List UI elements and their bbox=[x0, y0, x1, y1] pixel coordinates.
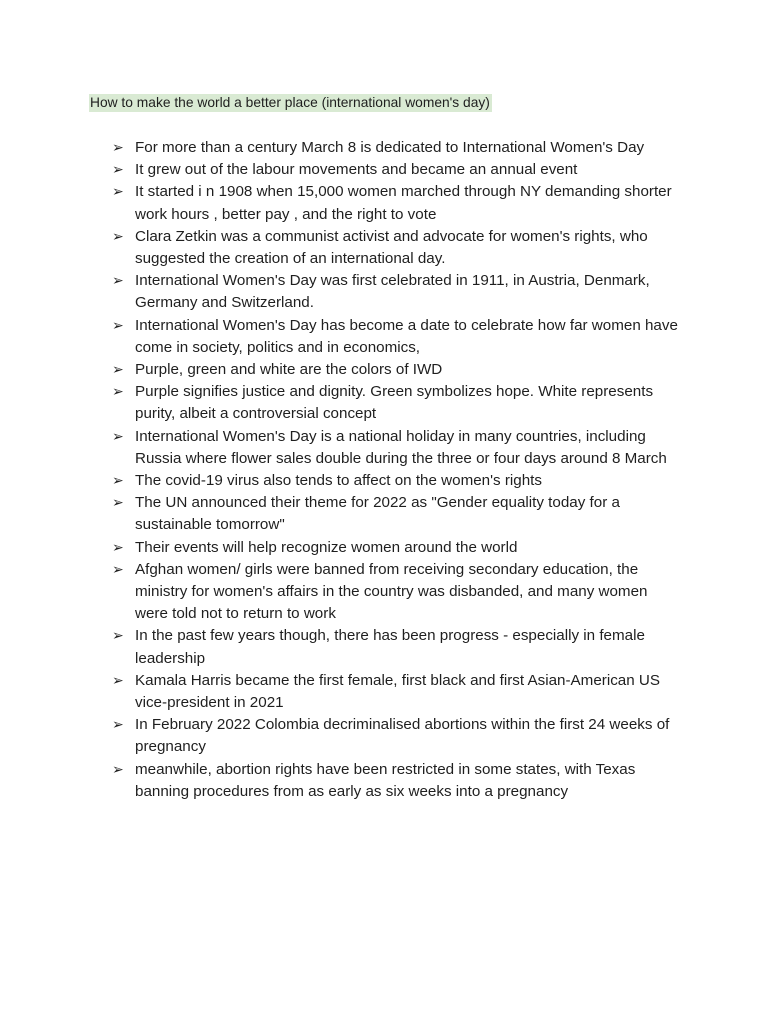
arrow-bullet-icon: ➢ bbox=[112, 561, 124, 578]
list-item bbox=[112, 181, 682, 225]
list-item bbox=[112, 226, 682, 270]
list-item bbox=[112, 159, 682, 181]
list-item-text: It started i n 1908 when 15,000 women marched through NY demanding shorter work hours , better pay , and the right to vote bbox=[135, 183, 672, 223]
arrow-bullet-icon: ➢ bbox=[112, 228, 124, 245]
list-item bbox=[112, 537, 682, 559]
list-item bbox=[112, 492, 682, 536]
list-item-text: International Women's Day has become a date to celebrate how far women have come in society, politics and in economics, bbox=[135, 316, 678, 356]
list-item-text: Their events will help recognize women around the world bbox=[135, 538, 518, 556]
list-item-text: In the past few years though, there has been progress - especially in female leadership bbox=[135, 627, 645, 667]
arrow-bullet-icon: ➢ bbox=[112, 672, 124, 689]
list-item bbox=[112, 270, 682, 314]
list-item-text: The UN announced their theme for 2022 as "Gender equality today for a sustainable tomorrow" bbox=[135, 494, 620, 534]
list-item-text: meanwhile, abortion rights have been restricted in some states, with Texas banning procedures from as early as six weeks into a pregnancy bbox=[135, 760, 636, 800]
list-item-text: Kamala Harris became the first female, first black and first Asian-American US vice-president in 2021 bbox=[135, 671, 660, 712]
list-item bbox=[112, 714, 682, 758]
list-item bbox=[112, 559, 682, 626]
list-item bbox=[112, 315, 682, 359]
arrow-bullet-icon: ➢ bbox=[112, 184, 124, 201]
arrow-bullet-icon: ➢ bbox=[112, 317, 124, 334]
arrow-bullet-icon: ➢ bbox=[112, 140, 124, 156]
arrow-bullet-icon: ➢ bbox=[112, 717, 124, 734]
list-item-text: Afghan women/ girls were banned from receiving secondary education, the ministry for women's affairs in the country was disbanded, and many women were told not to return to work bbox=[135, 560, 648, 623]
arrow-bullet-icon: ➢ bbox=[112, 384, 124, 401]
list-item bbox=[112, 625, 682, 669]
list-item-text: The covid-19 virus also tends to affect on the women's rights bbox=[135, 472, 542, 490]
arrow-bullet-icon: ➢ bbox=[112, 362, 124, 379]
list-item bbox=[112, 381, 682, 425]
arrow-bullet-icon: ➢ bbox=[112, 628, 124, 645]
list-item-text: Purple, green and white are the colors of IWD bbox=[135, 361, 443, 379]
arrow-bullet-icon: ➢ bbox=[112, 539, 124, 556]
list-item bbox=[112, 759, 682, 803]
list-item bbox=[112, 470, 682, 492]
list-item bbox=[112, 359, 682, 381]
arrow-bullet-icon: ➢ bbox=[112, 273, 124, 290]
arrow-bullet-icon: ➢ bbox=[112, 495, 124, 512]
list-item-text: For more than a century March 8 is dedicated to International Women's Day bbox=[135, 139, 645, 156]
list-item-text: It grew out of the labour movements and became an annual event bbox=[135, 161, 578, 179]
document-title: How to make the world a better place (international women's day) bbox=[90, 95, 490, 110]
list-item-text: In February 2022 Colombia decriminalised abortions within the first 24 weeks of pregnancy bbox=[135, 716, 670, 756]
list-item-text: International Women's Day was first celebrated in 1911, in Austria, Denmark, Germany and Switzerland. bbox=[135, 272, 650, 312]
arrow-bullet-icon: ➢ bbox=[112, 473, 124, 490]
list-item bbox=[112, 670, 682, 714]
list-item-text: International Women's Day is a national holiday in many countries, including Russia where flower sales double during the three or four days around 8 March bbox=[135, 427, 667, 467]
list-item-text: Purple signifies justice and dignity. Green symbolizes hope. White represents purity, albeit a controversial concept bbox=[135, 383, 654, 423]
arrow-bullet-icon: ➢ bbox=[112, 428, 124, 445]
bullet-list bbox=[112, 137, 682, 803]
list-item-text: Clara Zetkin was a communist activist and advocate for women's rights, who suggested the creation of an international day. bbox=[135, 227, 648, 268]
arrow-bullet-icon: ➢ bbox=[112, 162, 124, 179]
arrow-bullet-icon: ➢ bbox=[112, 761, 124, 778]
list-item bbox=[112, 426, 682, 470]
list-item bbox=[112, 137, 682, 159]
